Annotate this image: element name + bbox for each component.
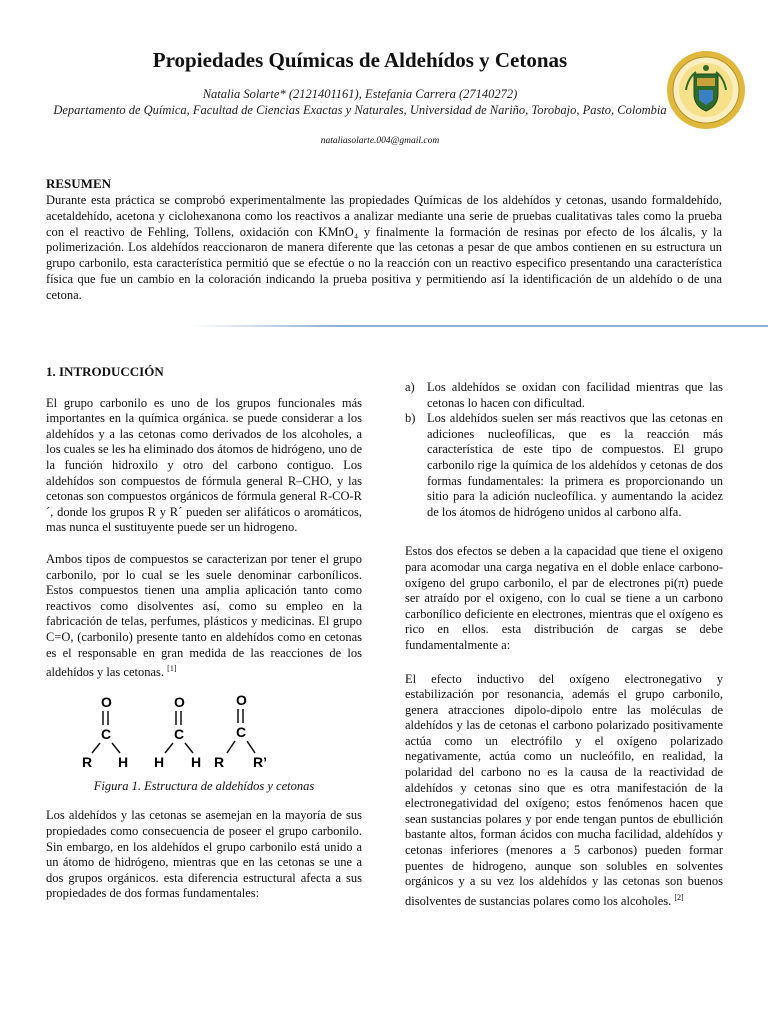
list-marker-a: a) [405, 380, 415, 394]
atom-oxygen: O [101, 693, 112, 710]
list-marker-b: b) [405, 411, 416, 426]
citation-2: [2] [674, 892, 684, 902]
atom-hydrogen: H [191, 753, 202, 770]
formaldehyde-structure [154, 694, 201, 770]
right-paragraph-2 [405, 672, 723, 910]
paper-title: Propiedades Químicas de Aldehídos y Cetonas [152, 48, 568, 72]
ketone-structure [214, 692, 267, 770]
figure-carbonyl-structures [82, 691, 310, 773]
university-seal-icon [666, 50, 746, 130]
intro-paragraph-2 [46, 552, 362, 681]
atom-hydrogen: H [118, 753, 129, 770]
intro-paragraph-1: El grupo carbonilo es uno de los grupos funcionales más importantes en la química orgánica. se puede considerar a los aldehídos y a las cetonas como derivados de los alcoholes, a los cuales se les ha eliminado dos átomos de hidrógeno, uno de la función hidroxilo y otro del carbono contiguo. Los aldehídos son compuestos de fórmula general R–CHO, y las cetonas son compuestos orgánicos de fórmula general R-CO-R´, donde los grupos R y R´ pueden ser alifáticos o aromáticos, mas nunca el sustituyente puede ser un hidrogeno. [46, 395, 362, 535]
citation-1: [1] [167, 664, 177, 674]
authors: Natalia Solarte* (2121401161), Estefania Carrera (27140272) [202, 87, 518, 101]
abstract-heading: RESUMEN [46, 176, 112, 191]
atom-r: R [82, 753, 93, 770]
section-divider [190, 325, 768, 327]
right-paragraph-1: Estos dos efectos se deben a la capacidad que tiene el oxigeno para acomodar una carga negativa en el doble enlace carbono-oxígeno del grupo carbonilo, el par de electrones pi(π) puede ser atraído por el oxigeno, con lo cual se tiene a un carbono carbonílico deficiente en electrones, mientras que el oxígeno es rico en ellos. esta distribución de cargas se debe fundamentalmente a: [405, 544, 723, 652]
atom-carbon: C [236, 723, 247, 740]
left-column [46, 364, 362, 902]
atom-r: R [214, 753, 225, 770]
atom-oxygen: O [174, 693, 185, 710]
atom-carbon: C [101, 725, 112, 742]
list-item-b-text: Los aldehídos suelen ser más reactivos que las cetonas en adiciones nucleofílicas, que es la reacción más característica de este tipo de compuestos. El grupo carbonilo rige la química de los aldehídos y cetonas de dos formas fundamentales: la primera es proporcionando un sitio para la adición nucleofílica. y aumentando la acidez de los átomos de hidrógeno unidos al carbono alfa. [427, 411, 723, 519]
intro-paragraph-2-text: Ambos tipos de compuestos se caracterizan por tener el grupo carbonilo, por lo cual se les suele denominar carbonílicos. Estos compuestos tienen una amplia aplicación tanto como reactivos como disolventes así, como su empleo en la fabricación de telas, perfumes, plásticos y medicinas. El grupo C=O, (carbonilo) presente tanto en aldehídos como en cetonas es el responsable en gran medida de las reacciones de los aldehídos y las cetonas. [46, 551, 362, 680]
properties-list [405, 380, 723, 520]
affiliation: Departamento de Química, Facultad de Ciencias Exactas y Naturales, Universidad de Nariño, Torobajo, Pasto, Colombia [53, 103, 667, 117]
atom-carbon: C [174, 725, 185, 742]
list-item-a-text: Los aldehídos se oxidan con facilidad mientras que las cetonas lo hacen con dificultad. [427, 380, 723, 410]
intro-paragraph-3: Los aldehídos y las cetonas se asemejan en la mayoría de sus propiedades como consecuencia de poseer el grupo carbonilo. Sin embargo, en los aldehídos el grupo carbonilo está unido a un átomo de hidrógeno, mientras que en las cetonas se une a dos grupos orgánicos. esta diferencia estructural afecta a sus propiedades de dos formas fundamentales: [46, 808, 362, 901]
abstract-text: Durante esta práctica se comprobó experimentalmente las propiedades Químicas de los aldehídos y cetonas, usando formaldehído, acetaldehído, acetona y ciclohexanona como los reactivos a analizar mediante una serie de pruebas cualitativas tales como la prueba con el reactivo de Fehling, Tollens, oxidación con KMnO₄ y finalmente la formación de resinas por efecto de los álcalis, y la polimerización. Los aldehídos reaccionaron de manera diferente que las cetonas a pesar de que ambos contienen en su estructura un grupo carbonilo, esta característica permitió que se efectúe o no la reacción con un reactivo especifico presentando una característica física que fue un cambio en la coloración indicando la prueba positiva y permitiendo así la identificación de un aldehído o de una cetona. [46, 193, 722, 302]
aldehyde-structure [82, 694, 128, 770]
right-column [405, 380, 723, 910]
figure-caption: Figura 1. Estructura de aldehídos y cetonas [93, 778, 315, 793]
right-paragraph-2-text: El efecto inductivo del oxígeno electronegativo y estabilización por resonancia, además el grupo carbonilo, genera atracciones dipolo-dipolo entre las moléculas de aldehídos y las de cetonas el carbono polarizado positivamente actúa como un electrófilo y el oxígeno polarizado negativamente, actúa como un nucleófilo, en realidad, la polaridad del carbono no es la causa de la reactividad de aldehídos y cetonas sino que es otra manifestación de la electronegatividad del oxígeno; estos fenómenos hacen que sean sustancias polares y por ende tengan puntos de ebullición bastante altos, forman ácidos con mucha facilidad, aldehídos y cetonas inferiores (menores a 5 carbonos) pueden formar puentes de hidrogeno, aunque son solubles en solventes orgánicos y a su vez los aldehídos y las cetonas son buenos disolventes de sustancias polares como los alcoholes. [405, 671, 723, 908]
list-item [405, 411, 723, 520]
atom-r-prime: R’ [253, 753, 267, 770]
author-block [50, 86, 670, 118]
section-heading-introduction: 1. INTRODUCCIÓN [46, 364, 164, 379]
list-item [405, 380, 723, 411]
atom-hydrogen: H [154, 753, 165, 770]
atom-oxygen: O [236, 691, 247, 708]
contact-email: nataliasolarte.004@gmail.com [320, 136, 440, 146]
